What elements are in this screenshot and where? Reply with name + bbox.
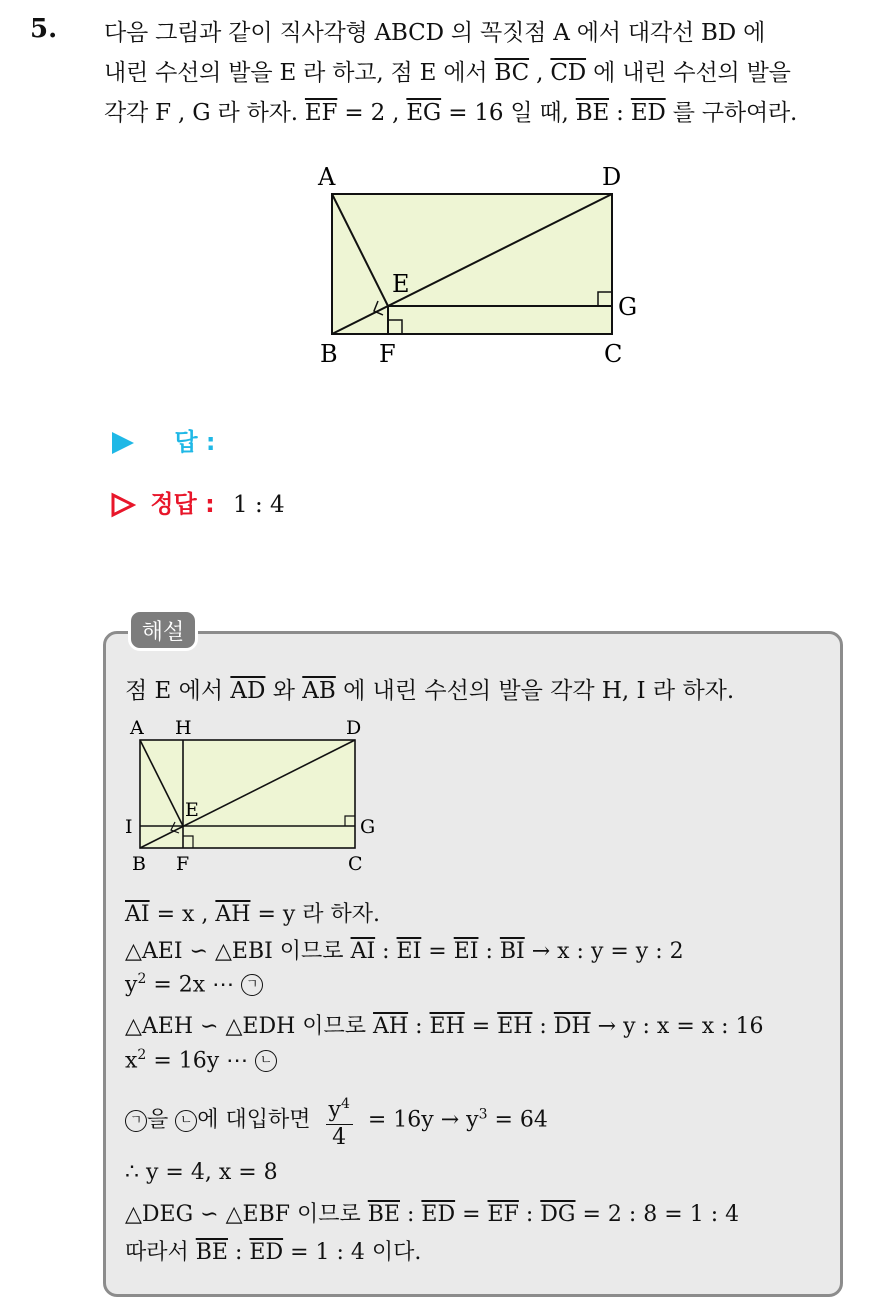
- circled-giyeok-2: ㄱ: [125, 1110, 147, 1132]
- label-e: E: [392, 270, 410, 298]
- play-triangle-icon: [110, 430, 136, 456]
- answer-prompt-label: 답 :: [174, 428, 216, 456]
- label-f: F: [379, 340, 396, 368]
- label2-f: F: [176, 853, 190, 875]
- solution-intro: 점 E 에서 $\overline{AD}$ 와 $\overline{AB}$ 에 내린 수선의 발을 각각 H, I 라 하자.: [125, 678, 735, 704]
- label2-d: D: [346, 717, 362, 739]
- solution-figure: [118, 712, 388, 882]
- solution-tab: 해설: [128, 609, 198, 651]
- solution-line-2: △AEI ∽ △EBI 이므로 $\overline{AI}$ : $\overline{EI} = \overline{EI}$ : $\overline{BI} \to x$ : y = y : 2: [125, 939, 684, 964]
- correct-answer-value: 1 : 4: [233, 492, 285, 518]
- answer-prompt-row: [110, 422, 216, 457]
- label-d: D: [602, 163, 622, 191]
- rectangle-figure: [300, 155, 660, 380]
- label2-h: H: [175, 717, 192, 739]
- label2-e: E: [185, 799, 199, 821]
- solution-line-7: ∴ y = 4, x = 8: [125, 1160, 278, 1185]
- label-a: A: [318, 163, 336, 191]
- solution-line-9: 따라서 $\overline{BE}$ : $\overline{ED} = 1$ : 4 이다.: [125, 1240, 422, 1265]
- label-b: B: [320, 340, 338, 368]
- circled-nieun-2: ㄴ: [175, 1110, 197, 1132]
- label2-g: G: [360, 816, 376, 838]
- label2-c: C: [348, 853, 363, 875]
- solution-line-1: $\overline{AI} = x$ , $\overline{AH} = y$ 라 하자.: [125, 902, 381, 927]
- label2-i: I: [125, 816, 133, 838]
- question-line-1: 다음 그림과 같이 직사각형 ABCD 의 꼭짓점 A 에서 대각선 BD 에: [104, 20, 766, 46]
- correct-answer-label: 정답 :: [150, 490, 215, 518]
- label-c: C: [604, 340, 623, 368]
- solution-line-3: $y^2 = 2x$ ⋯ ㄱ: [125, 971, 263, 997]
- question-number: 5.: [30, 14, 58, 44]
- outline-triangle-icon: [110, 492, 136, 518]
- label2-b: B: [132, 853, 146, 875]
- question-line-2: 내린 수선의 발을 E 라 하고, 점 E 에서 $\overline{BC}$ , $\overline{CD}$ 에 내린 수선의 발을: [104, 60, 791, 86]
- solution-line-4: △AEH ∽ △EDH 이므로 $\overline{AH}$ : $\overline{EH} = \overline{EH}$ : $\overline{DH} \to y$ : x = x : 16: [125, 1014, 764, 1039]
- solution-line-5: $x^2 = 16y$ ⋯ ㄴ: [125, 1047, 277, 1073]
- solution-line-8: △DEG ∽ △EBF 이므로 $\overline{BE}$ : $\overline{ED} = \overline{EF}$ : $\overline{DG} = 2$ : 8 = 1 : 4: [125, 1202, 740, 1227]
- fraction-y4-over-4: $\frac{y^4}{4}$: [326, 1090, 353, 1151]
- correct-answer-row: [110, 484, 285, 519]
- label-g: G: [618, 293, 638, 321]
- label2-a: A: [130, 717, 144, 739]
- question-line-3: 각각 F , G 라 하자. $\overline{EF} = 2$ , $\overline{EG} = 16$ 일 때, $\overline{BE}$ : $\overline{ED}$ 를 구하여라.: [104, 100, 798, 126]
- solution-line-6: ㄱ 을 ㄴ 에 대입하면 $\frac{y^4}{4}$ = $16y \to y^3 = 64$: [125, 1090, 548, 1151]
- circled-nieun: ㄴ: [255, 1050, 277, 1072]
- circled-giyeok: ㄱ: [241, 974, 263, 996]
